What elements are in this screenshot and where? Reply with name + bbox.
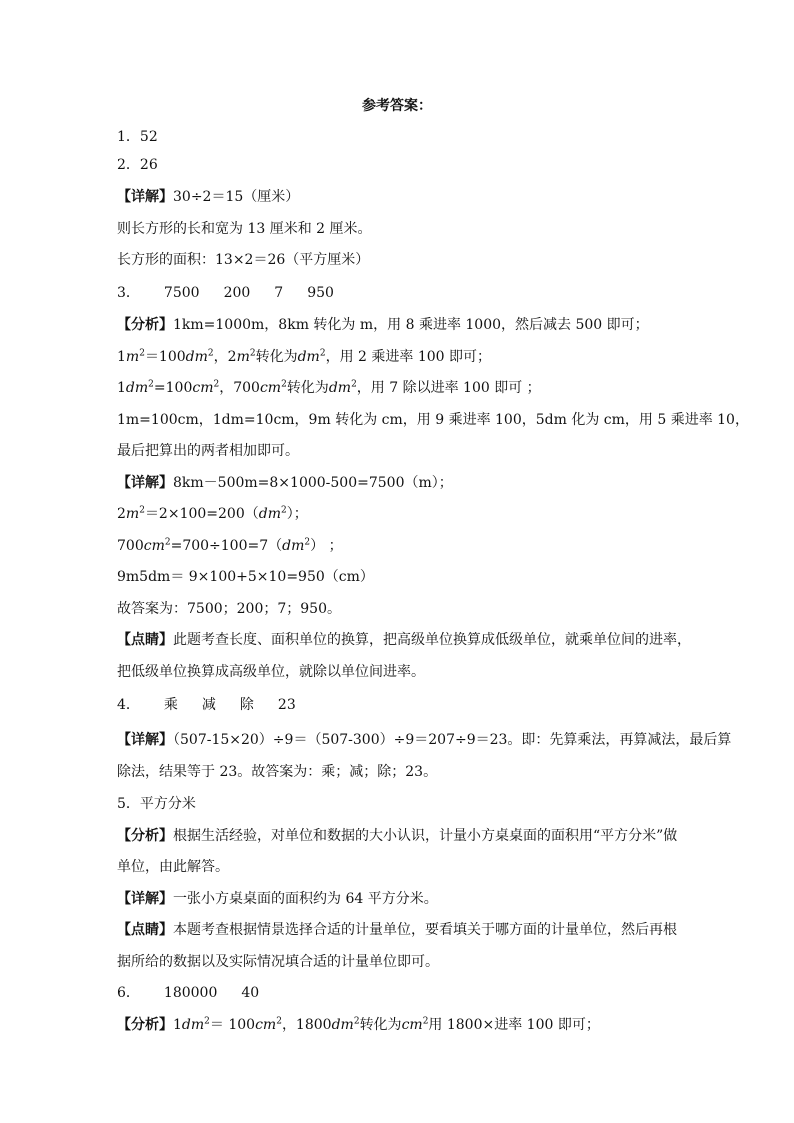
detail-tag: 【详解】: [117, 891, 173, 907]
detail-text: （507-15×20）÷9＝（507-300）÷9＝207÷9＝23。即：先算乘法，再算减法，最后算: [173, 732, 732, 748]
answer-3-detail-line: $2m^2=2\times 100=200(dm^2)$；: [117, 505, 308, 522]
answer-3-comment-line: 把低级单位换算成高级单位，就除以单位间进率。: [117, 664, 425, 680]
analysis-text: 1km=1000m，8km 转化为 m，用 8 乘进率 1000，然后减去 500 即可；: [173, 317, 649, 333]
answer-4: [117, 695, 687, 715]
answer-3-analysis-line: $1dm^2=100cm^2$，$700cm^2$转化为$dm^2$，用 7 除以进率 100 即可 ；: [117, 379, 541, 396]
detail-text: 一张小方桌桌面的面积约为 64 平方分米。: [173, 891, 438, 907]
page-title: 参考答案：: [362, 98, 432, 114]
comment-text: 此题考查长度、面积单位的换算，把高级单位换算成低级单位，就乘单位间的进率，: [173, 632, 691, 648]
answer-2-detail: [117, 187, 687, 207]
answer-number: 6．: [117, 985, 140, 1001]
detail-text: 8km－500m=8×1000-500=7500（m）；: [173, 475, 453, 491]
answer-5-comment-line: 据所给的数据以及实际情况填合适的计量单位即可。: [117, 954, 439, 970]
answer-number: 4．: [117, 697, 140, 713]
answer-1: 1．52: [117, 129, 158, 145]
blank-value: 23: [277, 697, 296, 713]
answer-3-analysis-line: 1m=100cm，1dm=10cm，9m 转化为 cm，用 9 乘进率 100，5dm 化为 cm，用 5 乘进率 10，: [117, 412, 749, 428]
answer-3-detail: [117, 473, 687, 493]
answer-2: 2．26: [117, 157, 158, 173]
answer-3-analysis-line: $1m^2=100dm^2$，$2m^2$转化为$dm^2$，用 2 乘进率 100 即可；: [117, 348, 492, 365]
analysis-tag: 【分析】: [117, 828, 173, 844]
answer-2-detail-line: 则长方形的长和宽为 13 厘米和 2 厘米。: [117, 221, 372, 237]
answer-3-analysis: [117, 315, 687, 335]
answer-3-analysis-line: 最后把算出的两者相加即可。: [117, 443, 299, 459]
answer-3-detail-line: $700cm^2=700\div 100=7(dm^2)$ ；: [117, 537, 343, 554]
answer-5-analysis-line: 单位，由此解答。: [117, 859, 229, 875]
analysis-text: 根据生活经验，对单位和数据的大小认识，计量小方桌桌面的面积用“平方分米”做: [173, 828, 678, 844]
answer-3-final: 故答案为：7500；200；7；950。: [117, 601, 341, 617]
answer-3: [117, 283, 687, 303]
answer-2-area-line: 长方形的面积：13×2＝26（平方厘米）: [117, 252, 370, 268]
blank-value: 减: [201, 697, 216, 713]
answer-3-comment: [117, 630, 691, 650]
blank-value: 7: [274, 285, 284, 301]
answer-6: [117, 983, 687, 1003]
comment-text: 本题考查根据情景选择合适的计量单位，要看填关于哪方面的计量单位，然后再根: [173, 922, 677, 938]
detail-text: 30÷2＝15（厘米）: [173, 189, 300, 205]
blank-value: 950: [307, 285, 334, 301]
answer-5-comment: [117, 920, 687, 940]
answer-3-detail-line: 9m5dm＝ 9×100+5×10=950（cm）: [117, 569, 374, 585]
blank-value: 7500: [163, 285, 200, 301]
blank-value: 200: [223, 285, 251, 301]
detail-tag: 【详解】: [117, 732, 173, 748]
blank-value: 40: [241, 985, 260, 1001]
answer-number: 3．: [117, 285, 140, 301]
answer-5-analysis: [117, 826, 687, 846]
analysis-tag: 【分析】: [117, 317, 173, 333]
blank-value: 除: [239, 697, 254, 713]
blank-value: 乘: [163, 697, 178, 713]
analysis-tag: 【分析】: [117, 1017, 173, 1033]
answer-4-detail-line: 除法，结果等于 23。故答案为：乘；减；除；23。: [117, 764, 438, 780]
comment-tag: 【点睛】: [117, 632, 173, 648]
blank-value: 180000: [163, 985, 218, 1001]
detail-tag: 【详解】: [117, 475, 173, 491]
answer-4-detail: [117, 730, 732, 750]
answer-5: 5．平方分米: [117, 796, 196, 812]
answer-6-analysis: 【分析】$1dm^2= 100cm^2$，$1800dm^2$转化为$cm^2$用 1800×进率 100 即可；: [117, 1016, 600, 1033]
detail-tag: 【详解】: [117, 189, 173, 205]
answer-5-detail: [117, 889, 687, 909]
comment-tag: 【点睛】: [117, 922, 173, 938]
